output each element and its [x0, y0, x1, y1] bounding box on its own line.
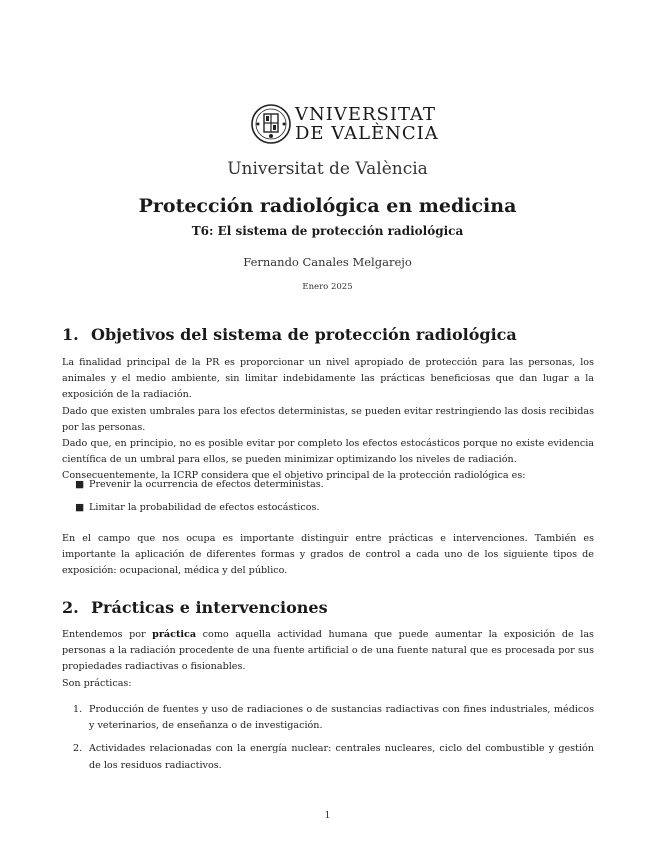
text-run: como aquella actividad humana que puede aumentar la exposición de las personas a la radiación procedente de una fuente artificial o de una fuente natural que es procesada por sus propiedades radiactivas o fisionables. — [62, 629, 594, 673]
paragraph-line: Son prácticas: — [62, 677, 132, 689]
list-item — [62, 500, 594, 516]
university-seal-icon — [251, 103, 291, 145]
section-number: 2. — [62, 598, 79, 617]
list-item — [62, 477, 594, 493]
bold-term: práctica — [152, 629, 197, 640]
list-item-text: Producción de fuentes y uso de radiaciones o de sustancias radiactivas con fines industriales, médicos y veterinarios, de enseñanza o de investigación. — [89, 704, 594, 732]
author: Fernando Canales Melgarejo — [243, 255, 412, 269]
list-item-text: Limitar la probabilidad de efectos estocásticos. — [89, 502, 320, 514]
list-item-text: Actividades relacionadas con la energía nuclear: centrales nucleares, ciclo del combustible y gestión de los residuos radiactivos. — [89, 743, 594, 771]
text-run: Entendemos por — [62, 629, 146, 640]
paragraph-line: Dado que, en principio, no es posible evitar por completo los efectos estocásticos porque no existe evidencia científica de un umbral para ellos, se pueden minimizar optimizando los niveles de radiación. — [62, 438, 594, 466]
paragraph-practicas-intro: En el campo que nos ocupa es importante distinguir entre prácticas e intervenciones. También es importante la aplicación de diferentes formas y grados de control a cada uno de los siguiente tipos de exposición: ocupacional, médica y del público. — [62, 533, 594, 577]
bullet-square-icon: ■ — [75, 502, 85, 514]
list-number: 1. — [73, 704, 83, 715]
section-heading-objetivos — [62, 325, 517, 344]
logo-text-line2: DE VALÈNCIA — [295, 123, 439, 144]
section-number: 1. — [62, 325, 79, 344]
document-title: Protección radiológica en medicina — [138, 195, 517, 217]
section-heading-practicas — [62, 598, 328, 617]
section-title: Objetivos del sistema de protección radiológica — [91, 325, 517, 344]
list-item — [62, 741, 594, 773]
list-item-text: Prevenir la ocurrencia de efectos deterministas. — [89, 479, 324, 490]
logo-text-line1: VNIVERSITAT — [295, 104, 437, 125]
bullet-list — [62, 477, 594, 516]
paragraph-definicion-practica — [62, 627, 594, 692]
list-number: 2. — [73, 743, 83, 755]
paragraph-line: La finalidad principal de la PR es proporcionar un nivel apropiado de protección para las personas, los animales y el medio ambiente, sin limitar indebidamente las prácticas beneficiosas que dan lugar a la exposición de la radiación. — [62, 357, 594, 401]
university-name: Universitat de València — [227, 159, 428, 179]
page-number: 1 — [324, 810, 331, 821]
numbered-list — [62, 702, 594, 774]
paragraph-objetivos — [62, 355, 594, 485]
bullet-square-icon: ■ — [75, 479, 85, 490]
paragraph-line: Dado que existen umbrales para los efectos deterministas, se pueden evitar restringiendo las dosis recibidas por las personas. — [62, 405, 594, 433]
paragraph-line — [62, 627, 594, 676]
document-subtitle: T6: El sistema de protección radiológica — [191, 224, 464, 238]
list-item — [62, 702, 594, 734]
date: Enero 2025 — [302, 282, 353, 292]
section-title: Prácticas e intervenciones — [91, 598, 328, 617]
paragraph-line: Consecuentemente, la ICRP considera que el objetivo principal de la protección radiológica es: — [62, 470, 526, 482]
university-logo — [251, 103, 439, 145]
